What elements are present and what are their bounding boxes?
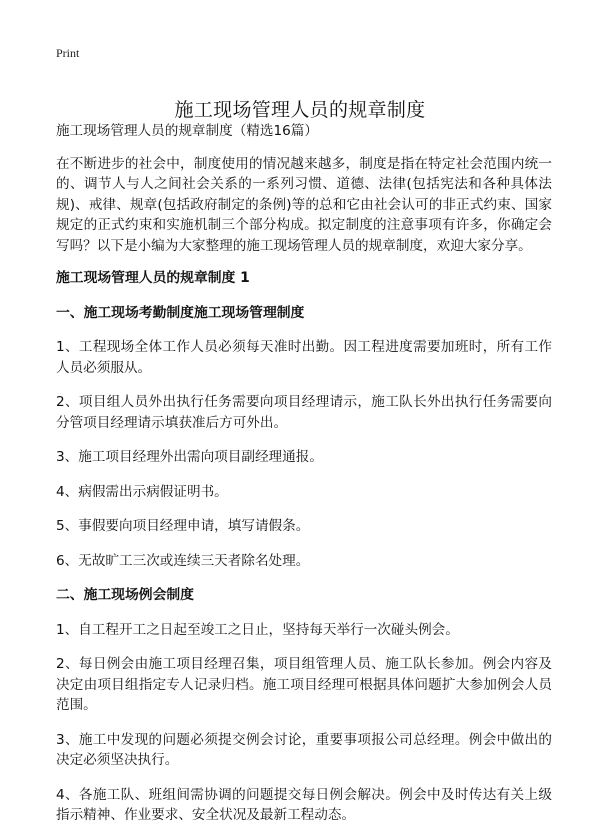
intro-paragraph: 在不断进步的社会中，制度使用的情况越来越多，制度是指在特定社会范围内统一的、调节人与人之间社会关系的一系列习惯、道德、法律(包括宪法和各种具体法规)、戒律、规章(包括政府制定的条例)等的总和它由社会认可的非正式约束、国家规定的正式约束和实施机制三个部分构成。拟定制度的注意事项有许多，你确定会写吗？以下是小编为大家整理的施工现场管理人员的规章制度，欢迎大家分享。	[56, 155, 552, 254]
part-heading-attendance: 一、施工现场考勤制度施工现场管理制度	[56, 304, 305, 321]
print-label[interactable]: Print	[56, 46, 80, 60]
list-item: 4、病假需出示病假证明书。	[56, 483, 228, 500]
list-item: 2、每日例会由施工项目经理召集，项目组管理人员、施工队长参加。例会内容及决定由项目组指定专人记录归档。施工项目经理可根据具体问题扩大参加例会人员范围。	[56, 656, 552, 713]
list-item: 1、自工程开工之日起至竣工之日止，坚持每天举行一次碰头例会。	[56, 621, 459, 638]
document-subtitle: 施工现场管理人员的规章制度（精选16篇）	[56, 123, 318, 139]
list-item: 6、无故旷工三次或连续三天者除名处理。	[56, 552, 310, 569]
part-heading-meeting: 二、施工现场例会制度	[56, 587, 194, 603]
list-item: 4、各施工队、班组间需协调的问题提交每日例会解决。例会中及时传达有关上级指示精神、作业要求、安全状况及最新工程动态。	[56, 786, 552, 823]
document-body	[56, 121, 552, 840]
section-heading: 施工现场管理人员的规章制度 1	[56, 270, 250, 286]
list-item: 1、工程现场全体工作人员必须每天准时出勤。因工程进度需要加班时，所有工作人员必须服从。	[56, 339, 552, 376]
list-item: 5、事假要向项目经理申请，填写请假条。	[56, 518, 310, 534]
list-item: 3、施工项目经理外出需向项目副经理通报。	[56, 449, 323, 465]
list-item: 3、施工中发现的问题必须提交例会讨论，重要事项报公司总经理。例会中做出的决定必须坚决执行。	[56, 731, 552, 768]
page-title: 施工现场管理人员的规章制度	[174, 98, 426, 121]
list-item: 2、项目组人员外出执行任务需要向项目经理请示，施工队长外出执行任务需要向分管项目经理请示填获准后方可外出。	[56, 394, 552, 431]
